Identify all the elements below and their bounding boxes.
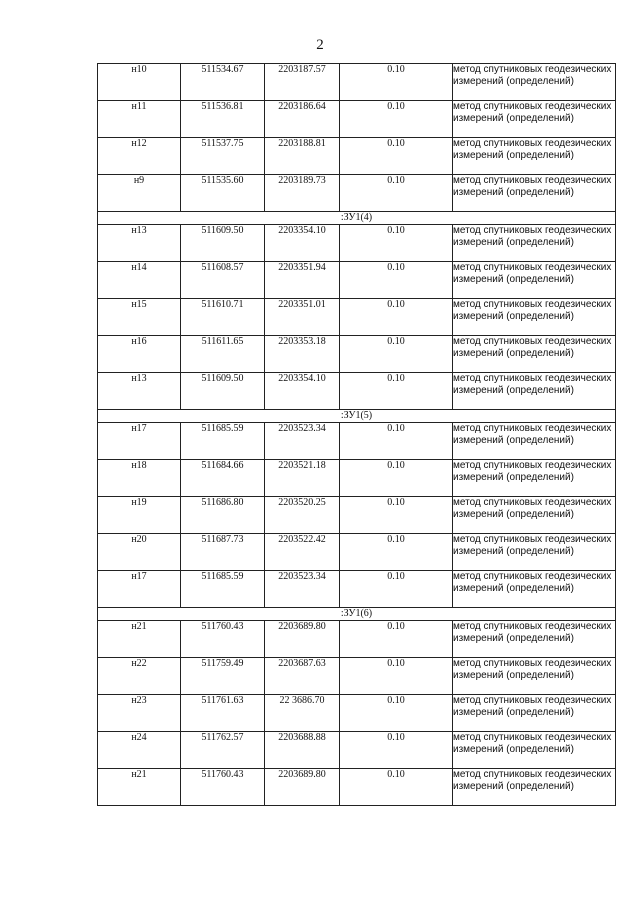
method-cell: метод спутниковых геодезических измерений (определений) — [453, 101, 616, 138]
point-name-cell: н21 — [98, 769, 181, 806]
method-cell: метод спутниковых геодезических измерений (определений) — [453, 423, 616, 460]
table-row — [98, 175, 616, 212]
point-name-cell: н12 — [98, 138, 181, 175]
y-coordinate-cell: 2203520.25 — [265, 497, 340, 534]
table-row — [98, 299, 616, 336]
x-coordinate-cell: 511686.80 — [181, 497, 265, 534]
y-coordinate-cell: 2203351.94 — [265, 262, 340, 299]
method-cell: метод спутниковых геодезических измерений (определений) — [453, 262, 616, 299]
method-cell: метод спутниковых геодезических измерений (определений) — [453, 460, 616, 497]
accuracy-cell: 0.10 — [340, 138, 453, 175]
point-name-cell: н17 — [98, 423, 181, 460]
point-name-cell: н19 — [98, 497, 181, 534]
point-name-cell: н14 — [98, 262, 181, 299]
y-coordinate-cell: 2203523.34 — [265, 571, 340, 608]
x-coordinate-cell: 511762.57 — [181, 732, 265, 769]
x-coordinate-cell: 511537.75 — [181, 138, 265, 175]
method-cell: метод спутниковых геодезических измерений (определений) — [453, 732, 616, 769]
accuracy-cell: 0.10 — [340, 497, 453, 534]
method-cell: метод спутниковых геодезических измерений (определений) — [453, 769, 616, 806]
y-coordinate-cell: 2203522.42 — [265, 534, 340, 571]
accuracy-cell: 0.10 — [340, 225, 453, 262]
table-row — [98, 732, 616, 769]
point-name-cell: н23 — [98, 695, 181, 732]
accuracy-cell: 0.10 — [340, 769, 453, 806]
x-coordinate-cell: 511535.60 — [181, 175, 265, 212]
accuracy-cell: 0.10 — [340, 262, 453, 299]
point-name-cell: н16 — [98, 336, 181, 373]
table-row — [98, 658, 616, 695]
point-name-cell: н22 — [98, 658, 181, 695]
table-row — [98, 534, 616, 571]
table-row — [98, 769, 616, 806]
method-cell: метод спутниковых геодезических измерений (определений) — [453, 299, 616, 336]
method-cell: метод спутниковых геодезических измерений (определений) — [453, 225, 616, 262]
table-row — [98, 695, 616, 732]
point-name-cell: н9 — [98, 175, 181, 212]
table-row — [98, 225, 616, 262]
section-header-row — [98, 212, 616, 225]
table-row — [98, 460, 616, 497]
y-coordinate-cell: 2203353.18 — [265, 336, 340, 373]
method-cell: метод спутниковых геодезических измерений (определений) — [453, 138, 616, 175]
method-cell: метод спутниковых геодезических измерений (определений) — [453, 373, 616, 410]
method-cell: метод спутниковых геодезических измерений (определений) — [453, 695, 616, 732]
x-coordinate-cell: 511684.66 — [181, 460, 265, 497]
point-name-cell: н20 — [98, 534, 181, 571]
section-header-row — [98, 608, 616, 621]
point-name-cell: н11 — [98, 101, 181, 138]
x-coordinate-cell: 511687.73 — [181, 534, 265, 571]
x-coordinate-cell: 511760.43 — [181, 621, 265, 658]
y-coordinate-cell: 2203354.10 — [265, 225, 340, 262]
method-cell: метод спутниковых геодезических измерений (определений) — [453, 497, 616, 534]
accuracy-cell: 0.10 — [340, 336, 453, 373]
point-name-cell: н10 — [98, 64, 181, 101]
x-coordinate-cell: 511609.50 — [181, 373, 265, 410]
table-row — [98, 571, 616, 608]
x-coordinate-cell: 511534.67 — [181, 64, 265, 101]
table-row — [98, 262, 616, 299]
method-cell: метод спутниковых геодезических измерений (определений) — [453, 571, 616, 608]
point-name-cell: н13 — [98, 225, 181, 262]
x-coordinate-cell: 511608.57 — [181, 262, 265, 299]
accuracy-cell: 0.10 — [340, 423, 453, 460]
accuracy-cell: 0.10 — [340, 64, 453, 101]
point-name-cell: н15 — [98, 299, 181, 336]
point-name-cell: н18 — [98, 460, 181, 497]
x-coordinate-cell: 511759.49 — [181, 658, 265, 695]
y-coordinate-cell: 2203688.88 — [265, 732, 340, 769]
point-name-cell: н13 — [98, 373, 181, 410]
accuracy-cell: 0.10 — [340, 658, 453, 695]
page-number: 2 — [316, 37, 324, 53]
y-coordinate-cell: 2203521.18 — [265, 460, 340, 497]
y-coordinate-cell: 2203523.34 — [265, 423, 340, 460]
table-row — [98, 101, 616, 138]
point-name-cell: н17 — [98, 571, 181, 608]
table-row — [98, 621, 616, 658]
method-cell: метод спутниковых геодезических измерений (определений) — [453, 64, 616, 101]
section-label: :ЗУ1(4) — [98, 212, 616, 225]
accuracy-cell: 0.10 — [340, 621, 453, 658]
y-coordinate-cell: 2203354.10 — [265, 373, 340, 410]
y-coordinate-cell: 22 3686.70 — [265, 695, 340, 732]
x-coordinate-cell: 511609.50 — [181, 225, 265, 262]
x-coordinate-cell: 511760.43 — [181, 769, 265, 806]
table-row — [98, 373, 616, 410]
accuracy-cell: 0.10 — [340, 373, 453, 410]
table-row — [98, 336, 616, 373]
x-coordinate-cell: 511536.81 — [181, 101, 265, 138]
x-coordinate-cell: 511685.59 — [181, 423, 265, 460]
table-row — [98, 138, 616, 175]
accuracy-cell: 0.10 — [340, 695, 453, 732]
x-coordinate-cell: 511761.63 — [181, 695, 265, 732]
accuracy-cell: 0.10 — [340, 101, 453, 138]
y-coordinate-cell: 2203188.81 — [265, 138, 340, 175]
y-coordinate-cell: 2203689.80 — [265, 621, 340, 658]
y-coordinate-cell: 2203189.73 — [265, 175, 340, 212]
accuracy-cell: 0.10 — [340, 175, 453, 212]
x-coordinate-cell: 511611.65 — [181, 336, 265, 373]
y-coordinate-cell: 2203689.80 — [265, 769, 340, 806]
accuracy-cell: 0.10 — [340, 732, 453, 769]
accuracy-cell: 0.10 — [340, 299, 453, 336]
method-cell: метод спутниковых геодезических измерений (определений) — [453, 336, 616, 373]
method-cell: метод спутниковых геодезических измерений (определений) — [453, 621, 616, 658]
method-cell: метод спутниковых геодезических измерений (определений) — [453, 534, 616, 571]
method-cell: метод спутниковых геодезических измерений (определений) — [453, 658, 616, 695]
y-coordinate-cell: 2203687.63 — [265, 658, 340, 695]
point-name-cell: н24 — [98, 732, 181, 769]
accuracy-cell: 0.10 — [340, 571, 453, 608]
section-label: :ЗУ1(6) — [98, 608, 616, 621]
accuracy-cell: 0.10 — [340, 460, 453, 497]
x-coordinate-cell: 511685.59 — [181, 571, 265, 608]
x-coordinate-cell: 511610.71 — [181, 299, 265, 336]
section-label: :ЗУ1(5) — [98, 410, 616, 423]
coordinates-table-body — [98, 64, 616, 806]
method-cell: метод спутниковых геодезических измерений (определений) — [453, 175, 616, 212]
accuracy-cell: 0.10 — [340, 534, 453, 571]
coordinates-table — [97, 63, 616, 806]
section-header-row — [98, 410, 616, 423]
table-row — [98, 497, 616, 534]
point-name-cell: н21 — [98, 621, 181, 658]
table-row — [98, 64, 616, 101]
y-coordinate-cell: 2203351.01 — [265, 299, 340, 336]
y-coordinate-cell: 2203187.57 — [265, 64, 340, 101]
y-coordinate-cell: 2203186.64 — [265, 101, 340, 138]
table-row — [98, 423, 616, 460]
